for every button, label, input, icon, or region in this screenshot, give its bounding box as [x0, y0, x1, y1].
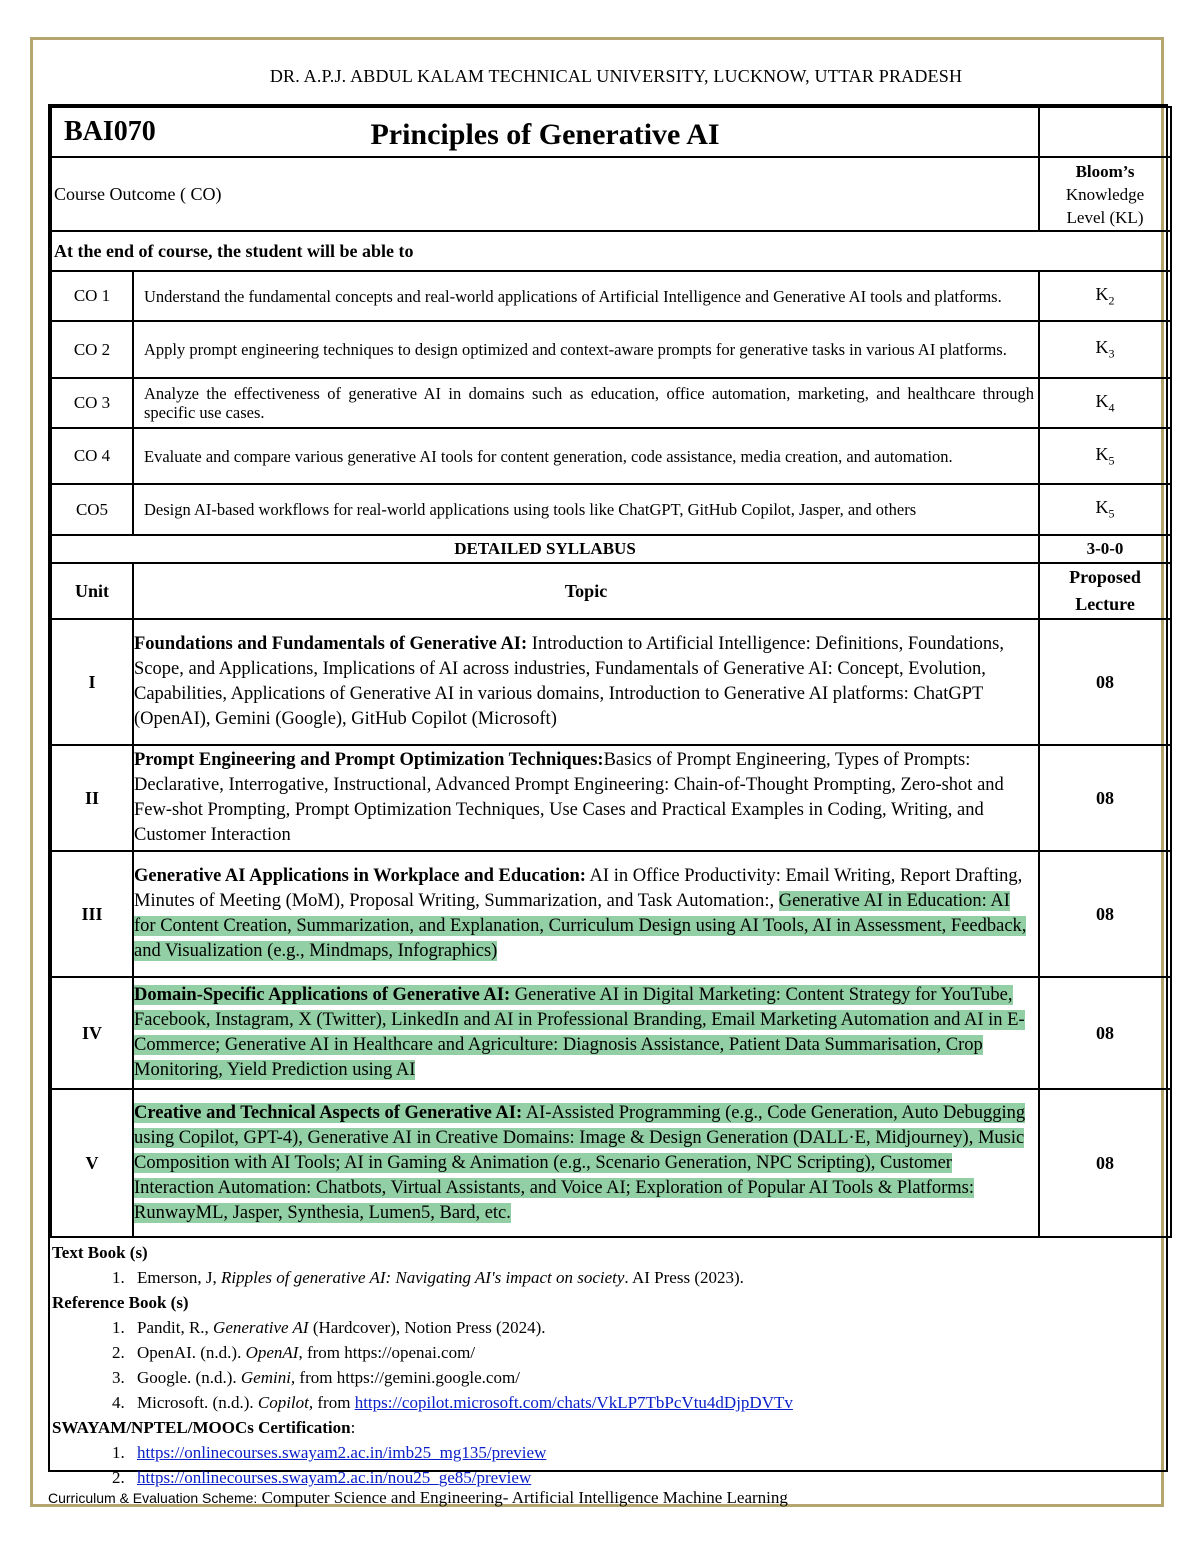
moocs-heading-line: SWAYAM/NPTEL/MOOCs Certification:	[52, 1418, 356, 1437]
mooc-item	[129, 1465, 1166, 1490]
unit-text: AI in Office Productivity: Email Writing, Report Drafting, Minutes of Meeting (MoM), Proposal Writing, Summarization, and Task Automation:,	[134, 866, 1023, 911]
mooc-link[interactable]: https://onlinecourses.swayam2.ac.in/nou25_ge85/preview	[137, 1468, 532, 1487]
text-books-heading: Text Book (s)	[52, 1243, 148, 1262]
unit-id: I	[51, 619, 133, 745]
footer-text: Computer Science and Engineering- Artificial Intelligence Machine Learning	[257, 1488, 788, 1507]
co-id: CO5	[51, 484, 133, 535]
unit-row	[51, 745, 1171, 851]
unit-id: II	[51, 745, 133, 851]
co-description: Analyze the effectiveness of generative AI in domains such as education, office automation, marketing, and healthcare through specific use cases.	[133, 378, 1039, 428]
topic-col-header: Topic	[133, 563, 1039, 619]
co-knowledge-level: $K_5$	[1039, 484, 1171, 535]
co-knowledge-level: $K_4$	[1039, 378, 1171, 428]
co-row	[51, 271, 1171, 321]
unit-title: Domain-Specific Applications of Generative AI:	[134, 985, 511, 1005]
unit-title: Prompt Engineering and Prompt Optimization Techniques:	[134, 750, 604, 770]
unit-topic	[133, 1089, 1039, 1237]
unit-text: Basics of Prompt Engineering, Types of Prompts: Declarative, Interrogative, Instructional, Advanced Prompt Engineering: Chain-of-Thought Prompting, Zero-shot and Few-shot Prompting, Prompt Optimization Techniques, Use Cases and Practical Examples in Coding, Writing, and Customer Interaction	[134, 750, 1004, 845]
reference-item: 3. Google. (n.d.). Gemini, from https://gemini.google.com/	[129, 1365, 1166, 1390]
reference-item: 1. Emerson, J, Ripples of generative AI: Navigating AI's impact on society. AI Press (2023).	[129, 1265, 1166, 1290]
end-of-course-text: At the end of course, the student will be able to	[51, 231, 1171, 271]
reference-item: 4. Microsoft. (n.d.). Copilot, from https://copilot.microsoft.com/chats/VkLP7TbPcVtu4dDjpDVTv	[129, 1390, 1166, 1415]
syllabus-heading: DETAILED SYLLABUS	[51, 535, 1039, 563]
co-id: CO 4	[51, 428, 133, 484]
co-id: CO 2	[51, 321, 133, 378]
unit-title: Foundations and Fundamentals of Generative AI:	[134, 634, 528, 654]
co-knowledge-level: $K_5$	[1039, 428, 1171, 484]
unit-text-highlighted: Generative AI in Digital Marketing: Content Strategy for YouTube, Facebook, Instagram, X (Twitter), LinkedIn and AI in Professional Branding, Email Marketing Automation and AI in E-Commerce; Generative AI in Healthcare and Agriculture: Diagnosis Assistance, Patient Data Summarisation, Crop Monitoring, Yield Prediction using AI	[134, 985, 1025, 1080]
co-description: Design AI-based workflows for real-world applications using tools like ChatGPT, GitHub Copilot, Jasper, and others	[133, 484, 1039, 535]
unit-title: Generative AI Applications in Workplace and Education:	[134, 866, 586, 886]
unit-text-highlighted: AI-Assisted Programming (e.g., Code Generation, Auto Debugging using Copilot, GPT-4), Generative AI in Creative Domains: Image & Design Generation (DALL·E, Midjourney), Music Composition with AI Tools; AI in Gaming & Animation (e.g., Scenario Generation, NPC Scripting), Customer Interaction Automation: Chatbots, Virtual Assistants, and Voice AI; Exploration of Popular AI Tools & Platforms: RunwayML, Jasper, Synthesia, Lumen5, Bard, etc.	[134, 1102, 1026, 1223]
unit-text-highlighted: Generative AI in Education: AI for Content Creation, Summarization, and Explanation, Curriculum Design using AI Tools, AI in Assessment, Feedback, and Visualization (e.g., Mindmaps, Infographics)	[134, 891, 1027, 961]
co-id: CO 3	[51, 378, 133, 428]
course-title-row	[51, 107, 1171, 157]
lecture-col-header: Proposed Lecture	[1039, 563, 1171, 619]
footer	[48, 1488, 788, 1508]
text-books-list	[52, 1265, 1166, 1290]
moocs-list	[52, 1440, 1166, 1490]
co-row	[51, 378, 1171, 428]
course-title: Principles of Generative AI	[370, 118, 720, 151]
unit-lectures: 08	[1039, 851, 1171, 977]
unit-topic	[133, 745, 1039, 851]
course-code: BAI070	[64, 116, 156, 147]
co-row	[51, 484, 1171, 535]
unit-row	[51, 977, 1171, 1089]
unit-row	[51, 619, 1171, 745]
unit-topic	[133, 977, 1039, 1089]
co-id: CO 1	[51, 271, 133, 321]
unit-lectures: 08	[1039, 1089, 1171, 1237]
unit-lectures: 08	[1039, 977, 1171, 1089]
unit-text: Introduction to Artificial Intelligence: Definitions, Foundations, Scope, and Applications, Implications of AI across industries, Fundamentals of Generative AI: Concept, Evolution, Capabilities, Applications of Generative AI in various domains, Introduction to Generative AI platforms: ChatGPT (OpenAI), Gemini (Google), GitHub Copilot (Microsoft)	[134, 634, 1004, 729]
reference-item: 1. Pandit, R., Generative AI (Hardcover), Notion Press (2024).	[129, 1315, 1166, 1340]
co-knowledge-level: $K_2$	[1039, 271, 1171, 321]
unit-id: III	[51, 851, 133, 977]
reference-link[interactable]: https://copilot.microsoft.com/chats/VkLP7TbPcVtu4dDjpDVTv	[354, 1393, 793, 1412]
references-section	[50, 1238, 1166, 1490]
co-header-row	[51, 157, 1171, 231]
mooc-link[interactable]: https://onlinecourses.swayam2.ac.in/imb25_mg135/preview	[137, 1443, 547, 1462]
syllabus-document	[48, 104, 1168, 1487]
end-of-course-row	[51, 231, 1171, 271]
unit-row	[51, 851, 1171, 977]
reference-books-heading: Reference Book (s)	[52, 1293, 189, 1312]
unit-topic	[133, 619, 1039, 745]
mooc-item	[129, 1440, 1166, 1465]
course-table	[50, 106, 1172, 1238]
moocs-heading: SWAYAM/NPTEL/MOOCs Certification	[52, 1418, 351, 1437]
bloom-level-header: Bloom’s Knowledge Level (KL)	[1039, 157, 1171, 231]
footer-label: Curriculum & Evaluation Scheme:	[48, 1490, 258, 1506]
reference-books-list	[52, 1315, 1166, 1415]
unit-lectures: 08	[1039, 619, 1171, 745]
unit-id: V	[51, 1089, 133, 1237]
co-description: Understand the fundamental concepts and real-world applications of Artificial Intelligence and Generative AI tools and platforms.	[133, 271, 1039, 321]
co-description: Apply prompt engineering techniques to design optimized and context-aware prompts for generative tasks in various AI platforms.	[133, 321, 1039, 378]
syllabus-heading-row	[51, 535, 1171, 563]
unit-title: Creative and Technical Aspects of Generative AI:	[134, 1102, 523, 1123]
ltp-value: 3-0-0	[1039, 535, 1171, 563]
unit-topic	[133, 851, 1039, 977]
co-row	[51, 428, 1171, 484]
co-header-label: Course Outcome ( CO)	[51, 157, 1039, 231]
co-description: Evaluate and compare various generative AI tools for content generation, code assistance, media creation, and automation.	[133, 428, 1039, 484]
co-row	[51, 321, 1171, 378]
co-knowledge-level: $K_3$	[1039, 321, 1171, 378]
university-header: DR. A.P.J. ABDUL KALAM TECHNICAL UNIVERSITY, LUCKNOW, UTTAR PRADESH	[269, 66, 963, 86]
unit-id: IV	[51, 977, 133, 1089]
unit-lectures: 08	[1039, 745, 1171, 851]
unit-header-row	[51, 563, 1171, 619]
unit-col-header: Unit	[51, 563, 133, 619]
reference-item: 2. OpenAI. (n.d.). OpenAI, from https://openai.com/	[129, 1340, 1166, 1365]
unit-row	[51, 1089, 1171, 1237]
